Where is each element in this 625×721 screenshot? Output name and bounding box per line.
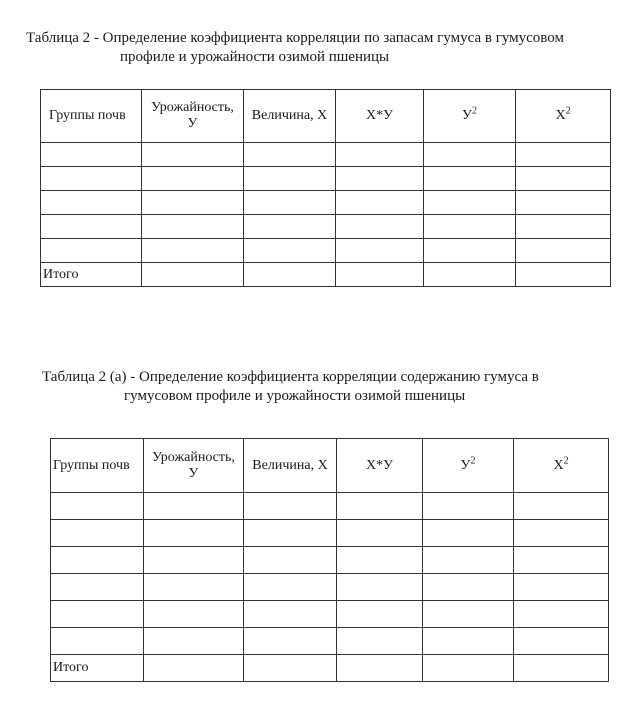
header-xy: Х*У <box>336 90 424 143</box>
table-row <box>41 191 611 215</box>
table2-caption <box>42 368 539 406</box>
table-row <box>51 547 609 574</box>
header-yield: Урожайность, У <box>142 90 244 143</box>
table-row <box>41 215 611 239</box>
table2 <box>50 438 609 682</box>
table1-caption <box>26 29 564 67</box>
header-value-x: Величина, Х <box>244 90 336 143</box>
total-label: Итого <box>51 655 144 682</box>
table1-caption-line2: профиле и урожайности озимой пшеницы <box>120 49 390 65</box>
header-xy: Х*У <box>337 439 423 493</box>
table2-header-row <box>51 439 609 493</box>
header-groups: Группы почв <box>41 90 142 143</box>
table1-caption-line1: Таблица 2 - Определение коэффициента корреляции по запасам гумуса в гумусовом <box>26 30 564 46</box>
total-label: Итого <box>41 263 142 287</box>
header-value-x: Величина, Х <box>244 439 337 493</box>
table-row <box>41 167 611 191</box>
header-groups: Группы почв <box>51 439 144 493</box>
table2-caption-line1: Таблица 2 (а) - Определение коэффициента корреляции содержанию гумуса в <box>42 369 539 385</box>
table-row <box>51 601 609 628</box>
table-row <box>51 520 609 547</box>
header-x-squared: $Х^2$ <box>516 90 611 143</box>
table1-header-row <box>41 90 611 143</box>
table2-caption-line2: гумусовом профиле и урожайности озимой пшеницы <box>124 388 466 404</box>
table-row <box>51 574 609 601</box>
header-y-squared: $У^2$ <box>424 90 516 143</box>
header-yield: Урожайность, У <box>144 439 244 493</box>
table-row <box>41 143 611 167</box>
table-row <box>51 493 609 520</box>
table1 <box>40 89 611 287</box>
header-x-squared: $Х^2$ <box>514 439 609 493</box>
table-row <box>41 239 611 263</box>
header-y-squared: $У^2$ <box>423 439 514 493</box>
table-row <box>51 628 609 655</box>
table1-total-row <box>41 263 611 287</box>
table2-total-row <box>51 655 609 682</box>
